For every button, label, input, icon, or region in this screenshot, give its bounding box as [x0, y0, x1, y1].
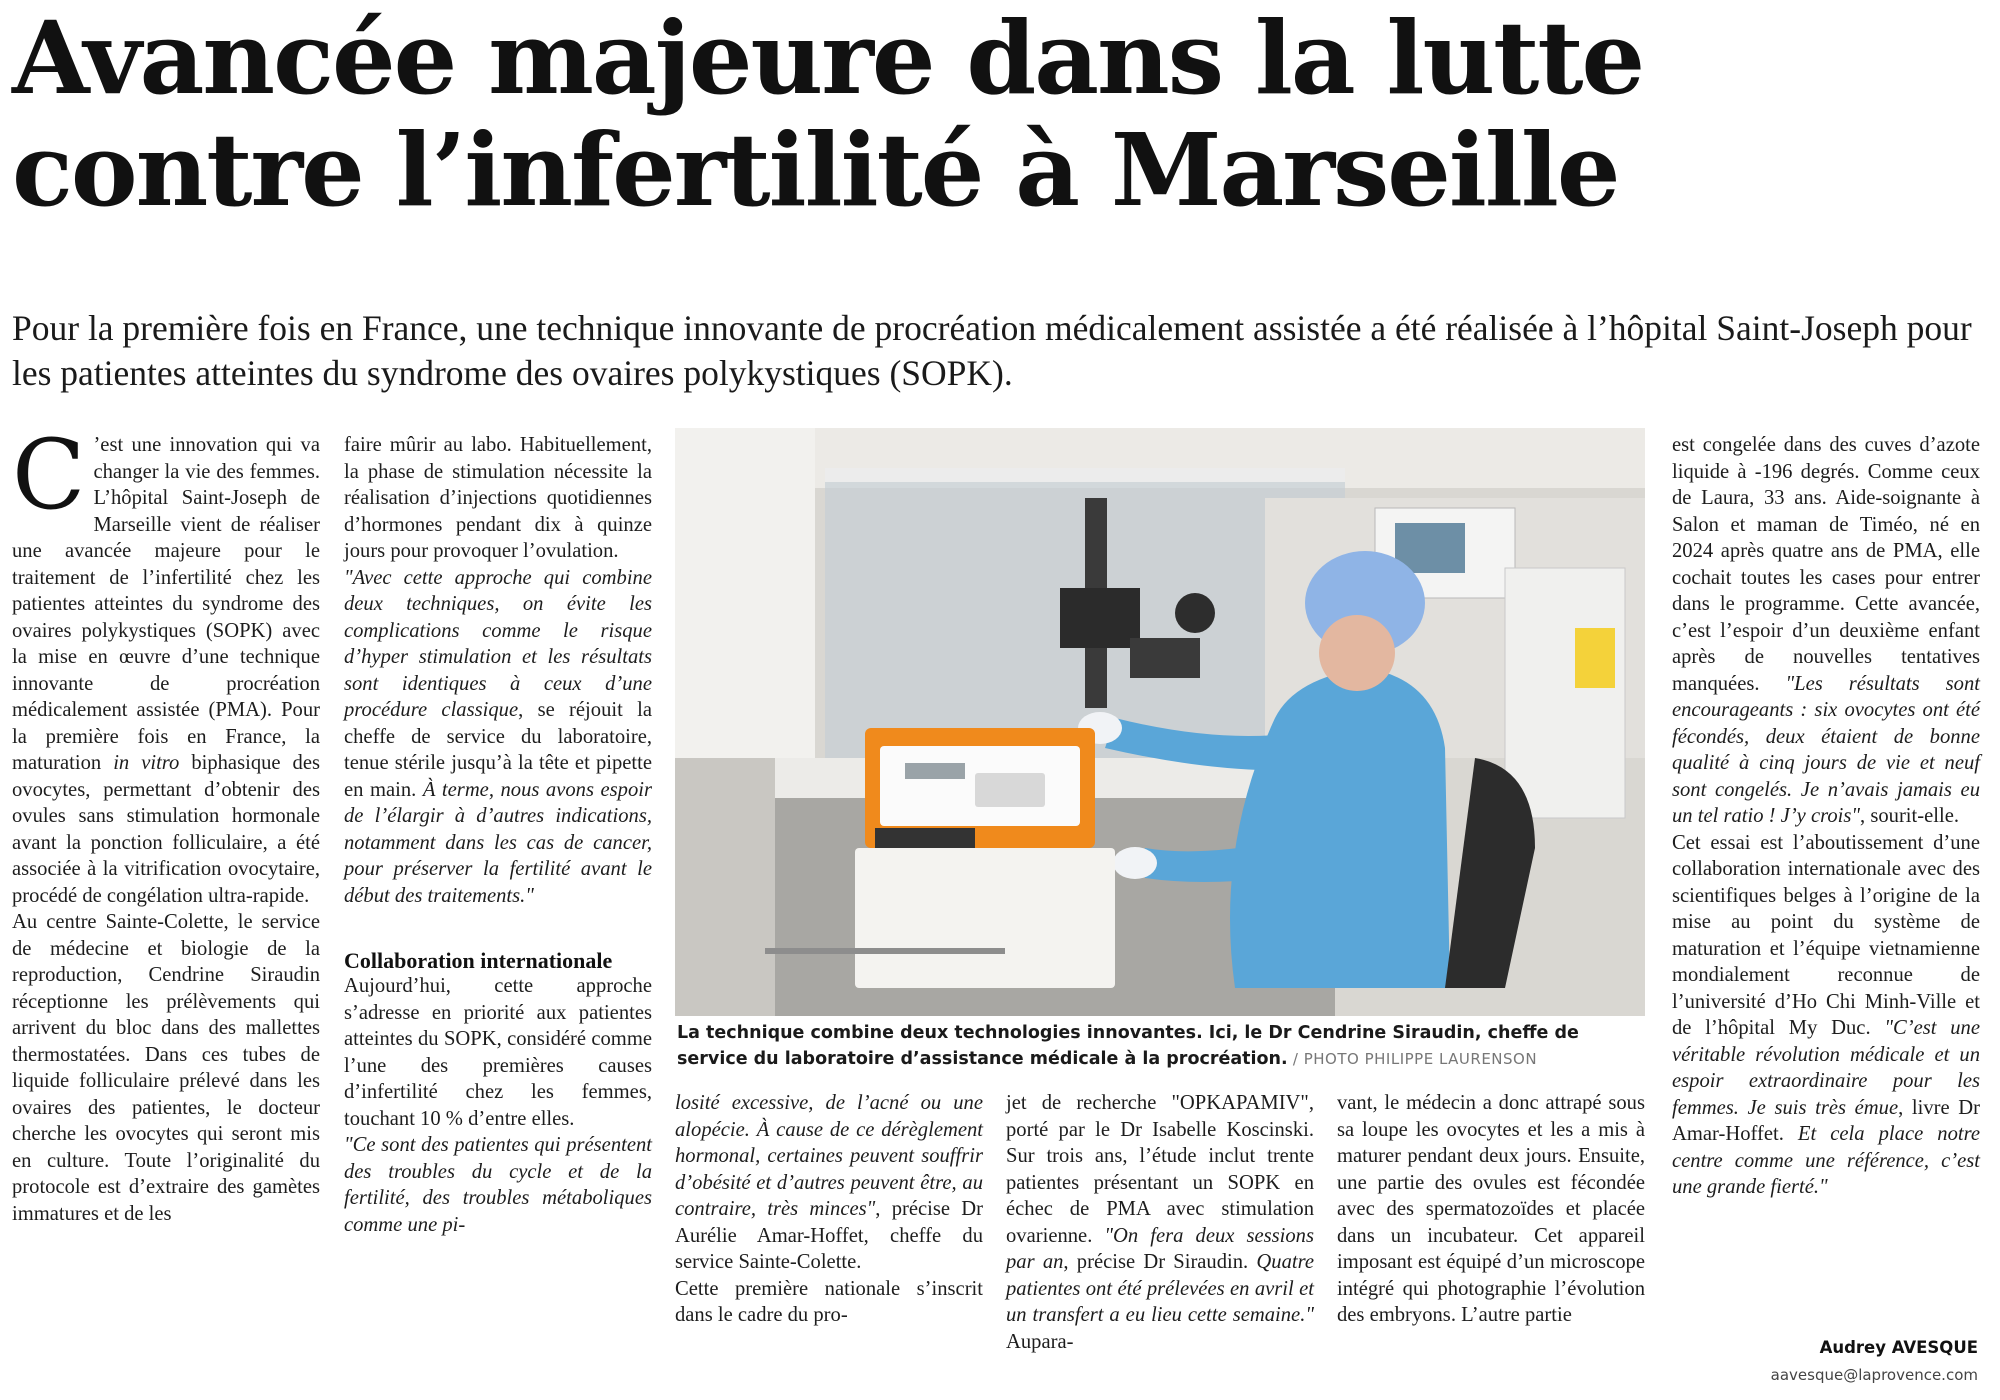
col2-paragraph-4: "Ce sont des patientes qui présentent des troubles du cycle et de la fertilité, des troubles métaboliques comme une pi- [344, 1134, 652, 1236]
column-2 [344, 432, 652, 1238]
author-signature: Audrey AVESQUE [1819, 1338, 1978, 1357]
col1-paragraph-2: Au centre Sainte-Colette, le service de médecine et biologie de la reproduction, Cendrine Siraudin réceptionne les prélèvements qui arrivent du bloc dans des mallettes thermostatées. Dans ces tubes de liquide folliculaire prélevé dans les ovaires des patientes, le docteur cherche les ovocytes qui seront mis en culture. Toute l’originalité du protocole est d’extraire des gamètes immatures et de les [12, 911, 320, 1225]
standfirst: Pour la première fois en France, une technique innovante de procréation médicalement assistée a été réalisée à l’hôpital Saint-Joseph pour les patientes atteintes du syndrome des ovaires polykystiques (SOPK). [12, 308, 1972, 393]
subhead-collaboration: Collaboration internationale [344, 948, 613, 973]
caption-text: La technique combine deux technologies innovantes. Ici, le Dr Cendrine Siraudin, cheffe de service du laboratoire d’assistance médicale à la procréation. [677, 1023, 1579, 1069]
col6-paragraph-2: Cet essai est l’aboutissement d’une collaboration internationale avec des scientifiques belges à l’origine de la mise au point du système de maturation et l’équipe vietnamienne mondialement reconnue de l’université d’Ho Chi Minh-Ville et de l’hôpital My Duc. "C’est une véritable révolution médicale et un espoir extraordinaire pour les femmes. Je suis très émue, livre Dr Amar-Hoffet. Et cela place notre centre comme une référence, c’est une grande fierté." [1672, 831, 1980, 1198]
column-6 [1672, 432, 1980, 1201]
headline [12, 0, 1992, 229]
photo-caption [677, 1020, 1645, 1072]
column-4 [1006, 1090, 1314, 1355]
column-3 [675, 1090, 983, 1329]
headline-line-2: contre l’infertilité à Marseille [12, 111, 1619, 229]
col1-paragraph-1: C ’est une innovation qui va changer la vie des femmes. L’hôpital Saint-Joseph de Marseille vient de réaliser une avancée majeure pour le traitement de l’infertilité chez les patientes atteintes du syndrome des ovaires polykystiques (SOPK) avec la mise en œuvre d’une technique innovante de procréation médicalement assistée (PMA). Pour la première fois en France, la maturation in vitro biphasique des ovocytes, permettant d’obtenir des ovules sans stimulation hormonale avant la ponction folliculaire, a été associée à la vitrification ovocytaire, procédé de congélation ultra-rapide. [12, 419, 320, 907]
col2-paragraph-1: faire mûrir au labo. Habituellement, la phase de stimulation nécessite la réalisation d’injections quotidiennes d’hormones pendant dix à quinze jours pour provoquer l’ovulation. [344, 434, 652, 562]
column-5 [1337, 1090, 1645, 1329]
photo-credit: / PHOTO PHILIPPE LAURENSON [1287, 1050, 1538, 1068]
lab-photo [675, 428, 1645, 1016]
author-email[interactable]: aavesque@laprovence.com [1770, 1366, 1978, 1384]
headline-line-1: Avancée majeure dans la lutte [12, 0, 1644, 117]
col3-paragraph-1: losité excessive, de l’acné ou une alopécie. À cause de ce dérèglement hormonal, certaines peuvent souffrir d’obésité et d’autres peuvent être, au contraire, très minces", précise Dr Aurélie Amar-Hoffet, cheffe du service Sainte-Colette. [675, 1092, 983, 1273]
dropcap: C [12, 419, 86, 531]
col4-paragraph-1: jet de recherche "OPKAPAMIV", porté par le Dr Isabelle Koscinski. Sur trois ans, l’étude inclut trente patientes présentant un SOPK en échec de PMA avec stimulation ovarienne. "On fera deux sessions par an, précise Dr Siraudin. Quatre patientes ont été prélevées en avril et un transfert a eu lieu cette semaine." Aupara- [1006, 1092, 1314, 1353]
col2-paragraph-2: "Avec cette approche qui combine deux techniques, on évite les complications comme le risque d’hyper stimulation et les résultats sont identiques à ceux d’une procédure classique, se réjouit la cheffe de service du laboratoire, tenue stérile jusqu’à la tête et pipette en main. À terme, nous avons espoir de l’élargir à d’autres indications, notamment dans les cas de cancer, pour préserver la fertilité avant le début des traitements." [344, 566, 653, 907]
col2-paragraph-3: Aujourd’hui, cette approche s’adresse en priorité aux patientes atteintes du SOPK, considéré comme l’une des premières causes d’infertilité chez les femmes, touchant 10 % d’entre elles. [344, 975, 652, 1130]
col3-paragraph-2: Cette première nationale s’inscrit dans le cadre du pro- [675, 1277, 983, 1326]
col5-paragraph-1: vant, le médecin a donc attrapé sous sa loupe les ovocytes et les a mis à maturer pendant deux jours. Ensuite, une partie des ovules est fécondée avec des spermatozoïdes et placée dans un incubateur. Cet appareil imposant est équipé d’un microscope intégré qui photographie l’évolution des embryons. L’autre partie [1337, 1092, 1645, 1326]
col6-paragraph-1: est congelée dans des cuves d’azote liquide à -196 degrés. Comme ceux de Laura, 33 ans. Aide-soignante à Salon et maman de Timéo, né en 2024 après quatre ans de PMA, elle cochait toutes les cases pour entrer dans le programme. Cette avancée, c’est l’espoir d’un deuxième enfant après de nouvelles tentatives manquées. "Les résultats sont encourageants : six ovocytes ont été fécondés, deux étaient de bonne qualité à cinq jours de vie et neuf sont congelés. Je n’avais jamais eu un tel ratio ! J’y crois", sourit-elle. [1672, 434, 1980, 827]
lab-photo-illustration [675, 428, 1645, 1016]
column-1 [12, 419, 320, 1227]
